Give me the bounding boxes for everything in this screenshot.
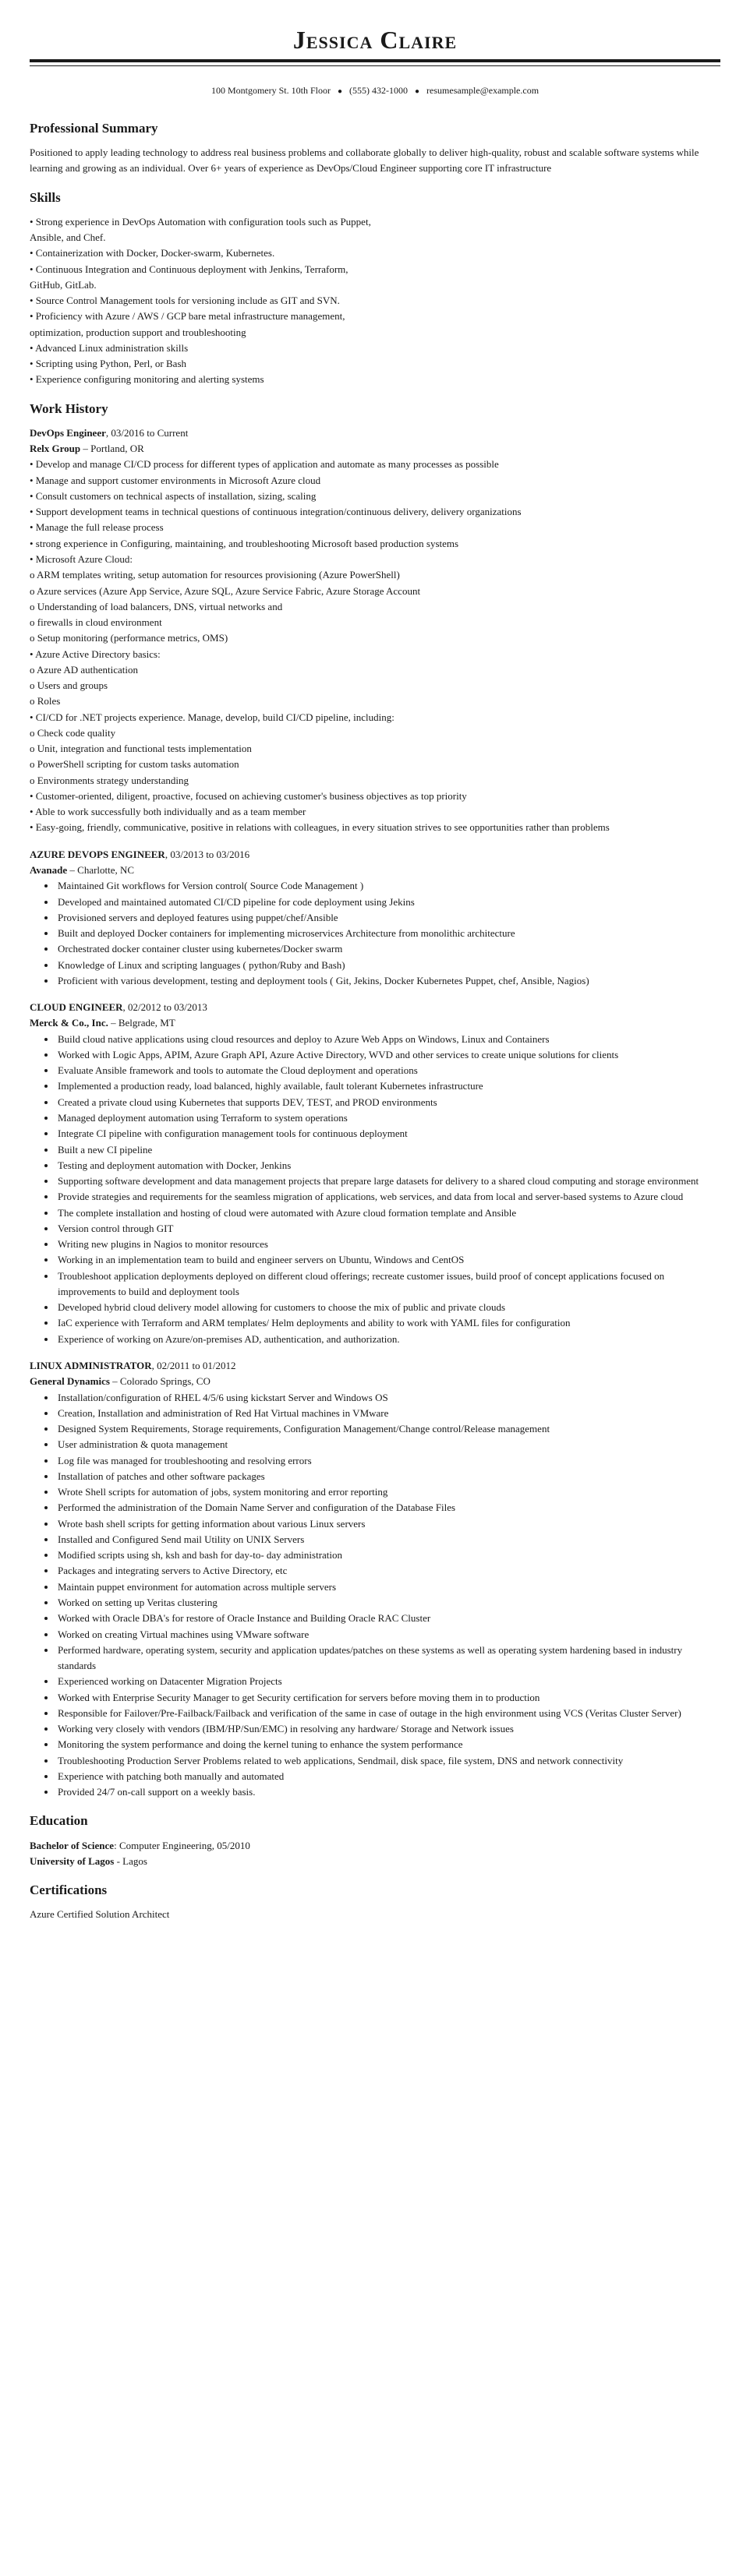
section-title-certifications: Certifications: [30, 1883, 108, 1898]
job-bullet: • Worked on setting up Veritas clustering: [56, 1595, 720, 1611]
job-bullet: • Performed hardware, operating system, security and application updates/patches on these systems as well as operating system hardening based in industry standards: [56, 1643, 720, 1674]
job-bullet: • Worked with Enterprise Security Manager to get Security certification for servers before moving them in to production: [56, 1690, 720, 1706]
candidate-name: Jessica Claire: [292, 26, 458, 54]
job-dates: , 03/2016 to Current: [105, 426, 189, 439]
job-bullet: • Performed the administration of the Domain Name Server and configuration of the Database Files: [56, 1500, 720, 1516]
job-bullet: • Worked with Oracle DBA's for restore of Oracle Instance and Building Oracle RAC Cluster: [56, 1611, 720, 1626]
header-rule-thin: [30, 65, 720, 66]
job-bullet: • Writing new plugins in Nagios to monitor resources: [56, 1237, 720, 1252]
skills-section: [30, 189, 720, 388]
job-bullet: • Troubleshooting Production Server Problems related to web applications, Sendmail, disk space, file system, DNS and network connectivity: [56, 1753, 720, 1769]
job-duty: o Roles: [30, 695, 61, 708]
education-degree-detail: : Computer Engineering, 05/2010: [114, 1839, 250, 1851]
job-bullet: • Maintain puppet environment for automation across multiple servers: [56, 1579, 720, 1595]
job-company-line: [30, 1374, 720, 1389]
job-bullet: • Experience with patching both manually and automated: [56, 1769, 720, 1784]
job-duty: • Develop and manage CI/CD process for different types of application and automate as many processes as possible: [30, 458, 499, 471]
contact-line: [30, 83, 720, 98]
job-duty: • Support development teams in technical questions of continuous integration/continuous delivery, delivery organizations: [30, 506, 522, 518]
job-bullet: • Installed and Configured Send mail Utility on UNIX Servers: [56, 1532, 720, 1547]
job-company: Relx Group: [30, 443, 81, 455]
job-bullet: • Built and deployed Docker containers for implementing microservices Architecture from monolithic architecture: [56, 926, 720, 941]
section-title-education: Education: [30, 1813, 88, 1829]
job-bullets-list: [30, 1032, 720, 1347]
job-duty: • Customer-oriented, diligent, proactive, focused on achieving customer's business objectives as top priority: [30, 789, 467, 802]
job-bullet: • User administration & quota management: [56, 1437, 720, 1452]
resume-header: [30, 23, 720, 66]
skill-item: • Proficiency with Azure / AWS / GCP bare metal infrastructure management, optimization, production support and troubleshooting: [30, 310, 345, 338]
job-bullet: • Provided 24/7 on-call support on a weekly basis.: [56, 1784, 720, 1800]
job-bullet: • Log file was managed for troubleshooting and resolving errors: [56, 1453, 720, 1469]
job-bullet: • Implemented a production ready, load balanced, highly available, fault tolerant Kubernetes infrastructure: [56, 1078, 720, 1094]
job-duty: o Azure AD authentication: [30, 663, 138, 676]
job-title: CLOUD ENGINEER: [30, 1001, 123, 1014]
job-bullet: • Monitoring the system performance and doing the kernel tuning to enhance the system performance: [56, 1737, 720, 1752]
job-title-line: [30, 1000, 720, 1015]
job-bullet: • Installation of patches and other software packages: [56, 1469, 720, 1484]
job-company: General Dynamics: [30, 1375, 110, 1388]
job-duty: • Manage the full release process: [30, 521, 164, 534]
job-duty: o firewalls in cloud environment: [30, 616, 162, 629]
job-duty: o PowerShell scripting for custom tasks automation: [30, 758, 239, 771]
job-duty: o ARM templates writing, setup automation for resources provisioning (Azure PowerShell): [30, 569, 400, 581]
job-bullet: • Proficient with various development, testing and deployment tools ( Git, Jekins, Docker Kubernetes Puppet, chef, Ansible, Nagios): [56, 973, 720, 989]
job-duty: • Consult customers on technical aspects of installation, sizing, scaling: [30, 489, 317, 502]
job-duties-list: [30, 457, 720, 835]
job-bullets-list: [30, 1390, 720, 1801]
skill-item: • Experience configuring monitoring and alerting systems: [30, 373, 264, 386]
job-bullet: • Version control through GIT: [56, 1221, 720, 1237]
job-bullet: • Provide strategies and requirements for the seamless migration of applications, web services, and data from local and server-based systems to Azure cloud: [56, 1189, 720, 1205]
job-bullet: • Developed and maintained automated CI/CD pipeline for code deployment using Jekins: [56, 895, 720, 910]
job-duty: o Check code quality: [30, 726, 116, 739]
job-location: – Portland, OR: [80, 443, 144, 455]
job-duty: • Manage and support customer environments in Microsoft Azure cloud: [30, 474, 321, 486]
summary-section: [30, 120, 720, 177]
education-degree: Bachelor of Science: [30, 1839, 115, 1851]
job-bullet: • Managed deployment automation using Terraform to system operations: [56, 1110, 720, 1126]
job-bullet: • Experience of working on Azure/on-premises AD, authentication, and authorization.: [56, 1332, 720, 1347]
job-bullet: • IaC experience with Terraform and ARM templates/ Helm deployments and ability to work with YAML files for configuration: [56, 1315, 720, 1331]
job-duty: o Unit, integration and functional tests implementation: [30, 743, 252, 755]
skills-list: [30, 214, 373, 388]
skill-item: • Scripting using Python, Perl, or Bash: [30, 358, 186, 370]
contact-separator: ●: [415, 87, 420, 97]
job-title-line: [30, 425, 720, 441]
header-rule-thick: [30, 59, 720, 62]
certification-item: Azure Certified Solution Architect: [30, 1908, 170, 1921]
education-school-line: [30, 1854, 720, 1869]
job-duty: o Setup monitoring (performance metrics, OMS): [30, 632, 228, 644]
job-dates: , 02/2011 to 01/2012: [151, 1359, 236, 1371]
section-title-summary: Professional Summary: [30, 121, 158, 136]
job-title: DevOps Engineer: [30, 426, 106, 439]
job-bullet: • Designed System Requirements, Storage requirements, Configuration Management/Change control/Release management: [56, 1421, 720, 1437]
job-bullet: • Packages and integrating servers to Active Directory, etc: [56, 1563, 720, 1579]
job-entry-cloud-engineer: [30, 1000, 720, 1347]
job-duty: • strong experience in Configuring, maintaining, and troubleshooting Microsoft based production systems: [30, 537, 459, 549]
job-bullet: • Worked with Logic Apps, APIM, Azure Graph API, Azure Active Directory, WVD and other services to create unique solutions for clients: [56, 1047, 720, 1063]
job-duty: • Azure Active Directory basics:: [30, 648, 161, 660]
job-bullet: • Provisioned servers and deployed features using puppet/chef/Ansible: [56, 910, 720, 926]
job-bullet: • Wrote Shell scripts for automation of jobs, system monitoring and error reporting: [56, 1484, 720, 1500]
job-bullet: • Creation, Installation and administration of Red Hat Virtual machines in VMware: [56, 1406, 720, 1421]
job-title: AZURE DEVOPS ENGINEER: [30, 848, 165, 860]
job-dates: , 03/2013 to 03/2016: [165, 848, 250, 860]
job-company: Merck & Co., Inc.: [30, 1017, 108, 1029]
job-location: – Belgrade, MT: [108, 1017, 175, 1029]
job-title: LINUX ADMINISTRATOR: [30, 1359, 152, 1371]
job-bullet: • Responsible for Failover/Pre-Failback/Failback and verification of the same in case of outage in the high environment using VCS (Veritas Cluster Server): [56, 1706, 720, 1721]
job-duty: • Microsoft Azure Cloud:: [30, 552, 133, 565]
job-company: Avanade: [30, 864, 68, 877]
job-entry-linux-administrator: [30, 1358, 720, 1800]
job-dates: , 02/2012 to 03/2013: [122, 1001, 207, 1014]
summary-text: Positioned to apply leading technology to address real business problems and collaborate globally to deliver high-quality, robust and scalable software systems while learning and growing as an individual. Over 6+ years of experience as DevOps/Cloud Engineer supporting core IT infrastructure: [30, 146, 699, 175]
job-duty: o Understanding of load balancers, DNS, virtual networks and: [30, 600, 283, 612]
job-bullet: • Wrote bash shell scripts for getting information about various Linux servers: [56, 1516, 720, 1532]
job-company-line: [30, 863, 720, 878]
job-bullet: • Troubleshoot application deployments deployed on different cloud offerings; recreate customer issues, build proof of concept applications focused on improvements to build and deployment tools: [56, 1269, 720, 1300]
contact-separator: ●: [337, 87, 342, 97]
job-bullet: • Built a new CI pipeline: [56, 1142, 720, 1158]
contact-email[interactable]: resumesample@example.com: [426, 85, 540, 97]
job-company-line: [30, 441, 720, 457]
education-school: University of Lagos: [30, 1854, 115, 1867]
job-bullet: • Integrate CI pipeline with configuration management tools for continuous deployment: [56, 1126, 720, 1142]
section-title-work-history: Work History: [30, 401, 108, 416]
certifications-section: [30, 1882, 720, 1922]
job-entry-azure-devops-engineer: [30, 847, 720, 989]
job-duty: • Able to work successfully both individually and as a team member: [30, 806, 306, 818]
job-entry-devops-engineer: [30, 425, 720, 836]
job-bullet: • Worked on creating Virtual machines using VMware software: [56, 1627, 720, 1643]
skill-item: • Advanced Linux administration skills: [30, 341, 189, 354]
job-bullet: • Experienced working on Datacenter Migration Projects: [56, 1674, 720, 1689]
job-bullet: • The complete installation and hosting of cloud were automated with Azure cloud formation template and Ansible: [56, 1205, 720, 1221]
job-duty: o Azure services (Azure App Service, Azure SQL, Azure Service Fabric, Azure Storage Account: [30, 584, 421, 597]
job-bullet: • Knowledge of Linux and scripting languages ( python/Ruby and Bash): [56, 958, 720, 973]
work-history-section: [30, 401, 720, 1801]
job-location: – Colorado Springs, CO: [109, 1375, 210, 1388]
job-title-line: [30, 847, 720, 863]
education-degree-line: [30, 1838, 720, 1854]
job-bullet: • Supporting software development and data management projects that prepare large datasets for delivery to a shared cloud computing and storage environment: [56, 1173, 720, 1189]
skill-item: • Containerization with Docker, Docker-swarm, Kubernetes.: [30, 247, 275, 259]
job-duty: o Users and groups: [30, 679, 108, 692]
skill-item: • Source Control Management tools for versioning include as GIT and SVN.: [30, 295, 340, 307]
job-location: – Charlotte, NC: [67, 864, 135, 877]
job-bullet: • Installation/configuration of RHEL 4/5/6 using kickstart Server and Windows OS: [56, 1390, 720, 1406]
job-duty: • Easy-going, friendly, communicative, positive in relations with colleagues, in every situation strives to see opportunities rather than problems: [30, 821, 610, 834]
job-bullet: • Working very closely with vendors (IBM/HP/Sun/EMC) in resolving any hardware/ Storage and Network issues: [56, 1721, 720, 1737]
education-school-detail: - Lagos: [114, 1854, 147, 1867]
job-bullet: • Created a private cloud using Kubernetes that supports DEV, TEST, and PROD environments: [56, 1095, 720, 1110]
job-bullet: • Maintained Git workflows for Version control( Source Code Management ): [56, 878, 720, 894]
job-bullet: • Developed hybrid cloud delivery model allowing for customers to choose the mix of public and private clouds: [56, 1300, 720, 1315]
job-bullet: • Testing and deployment automation with Docker, Jenkins: [56, 1158, 720, 1173]
contact-address: 100 Montgomery St. 10th Floor: [210, 85, 331, 97]
job-bullet: • Orchestrated docker container cluster using kubernetes/Docker swarm: [56, 941, 720, 957]
job-duty: • CI/CD for .NET projects experience. Manage, develop, build CI/CD pipeline, including:: [30, 711, 394, 723]
skill-item: • Strong experience in DevOps Automation with configuration tools such as Puppet, Ansible, and Chef.: [30, 215, 371, 244]
contact-phone: (555) 432-1000: [349, 85, 408, 97]
job-bullet: • Modified scripts using sh, ksh and bash for day-to- day administration: [56, 1547, 720, 1563]
job-bullets-list: [30, 878, 720, 989]
job-bullet: • Build cloud native applications using cloud resources and deploy to Azure Web Apps on Windows, Linux and Containers: [56, 1032, 720, 1047]
job-company-line: [30, 1015, 720, 1031]
education-section: [30, 1812, 720, 1869]
job-bullet: • Working in an implementation team to build and engineer servers on Ubuntu, Windows and CentOS: [56, 1252, 720, 1268]
job-title-line: [30, 1358, 720, 1374]
skill-item: • Continuous Integration and Continuous deployment with Jenkins, Terraform, GitHub, GitLab.: [30, 263, 348, 291]
job-bullet: • Evaluate Ansible framework and tools to automate the Cloud deployment and operations: [56, 1063, 720, 1078]
job-duty: o Environments strategy understanding: [30, 774, 189, 786]
section-title-skills: Skills: [30, 189, 61, 205]
